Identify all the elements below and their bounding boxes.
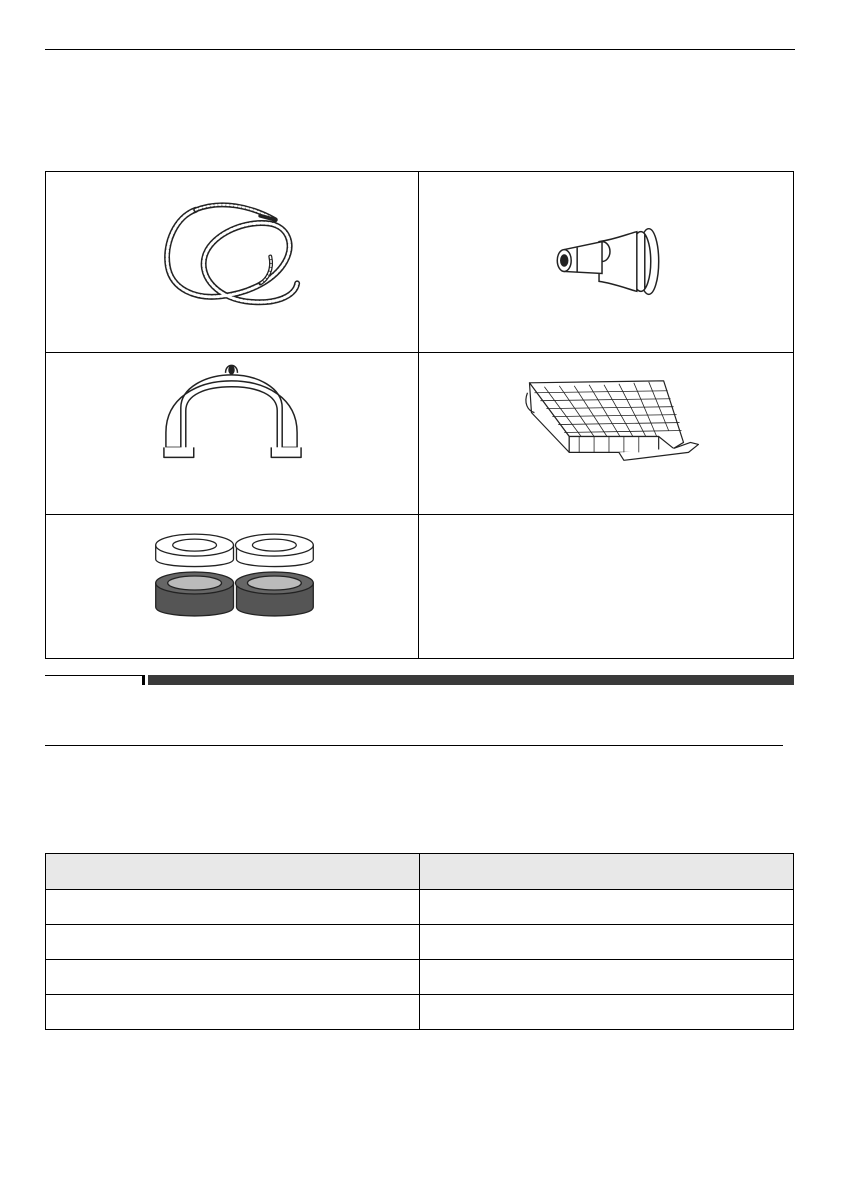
accessory-cell-cable <box>46 172 419 353</box>
table-cell <box>420 925 794 960</box>
table-header-cell <box>420 854 794 890</box>
section-divider <box>45 745 783 746</box>
hose-elbow-bracket-icon <box>46 353 418 514</box>
table-cell <box>420 960 794 995</box>
table-cell <box>420 890 794 925</box>
table-header-row <box>46 854 794 890</box>
table-row <box>46 995 794 1030</box>
table-cell <box>46 925 420 960</box>
table-row <box>46 890 794 925</box>
table-cell <box>420 995 794 1030</box>
accessory-cell-rack <box>419 353 793 515</box>
specification-table <box>45 853 794 1030</box>
table-row <box>46 925 794 960</box>
table-cell <box>46 995 420 1030</box>
anti-vibration-pads-icon <box>46 515 418 658</box>
table-header-cell <box>46 854 420 890</box>
accessories-grid <box>45 171 794 659</box>
table-cell <box>46 960 420 995</box>
drain-adapter-icon <box>419 172 793 352</box>
accessory-cell-adapter <box>419 172 793 353</box>
accessory-cell-pads <box>46 515 419 658</box>
accessory-cell-bracket <box>46 353 419 515</box>
table-row <box>46 960 794 995</box>
drying-rack-icon <box>419 353 793 514</box>
section-heading-bar <box>45 675 794 685</box>
table-cell <box>46 890 420 925</box>
coiled-cable-icon <box>46 172 418 352</box>
top-divider <box>45 49 795 50</box>
accessory-cell-empty <box>419 515 793 658</box>
